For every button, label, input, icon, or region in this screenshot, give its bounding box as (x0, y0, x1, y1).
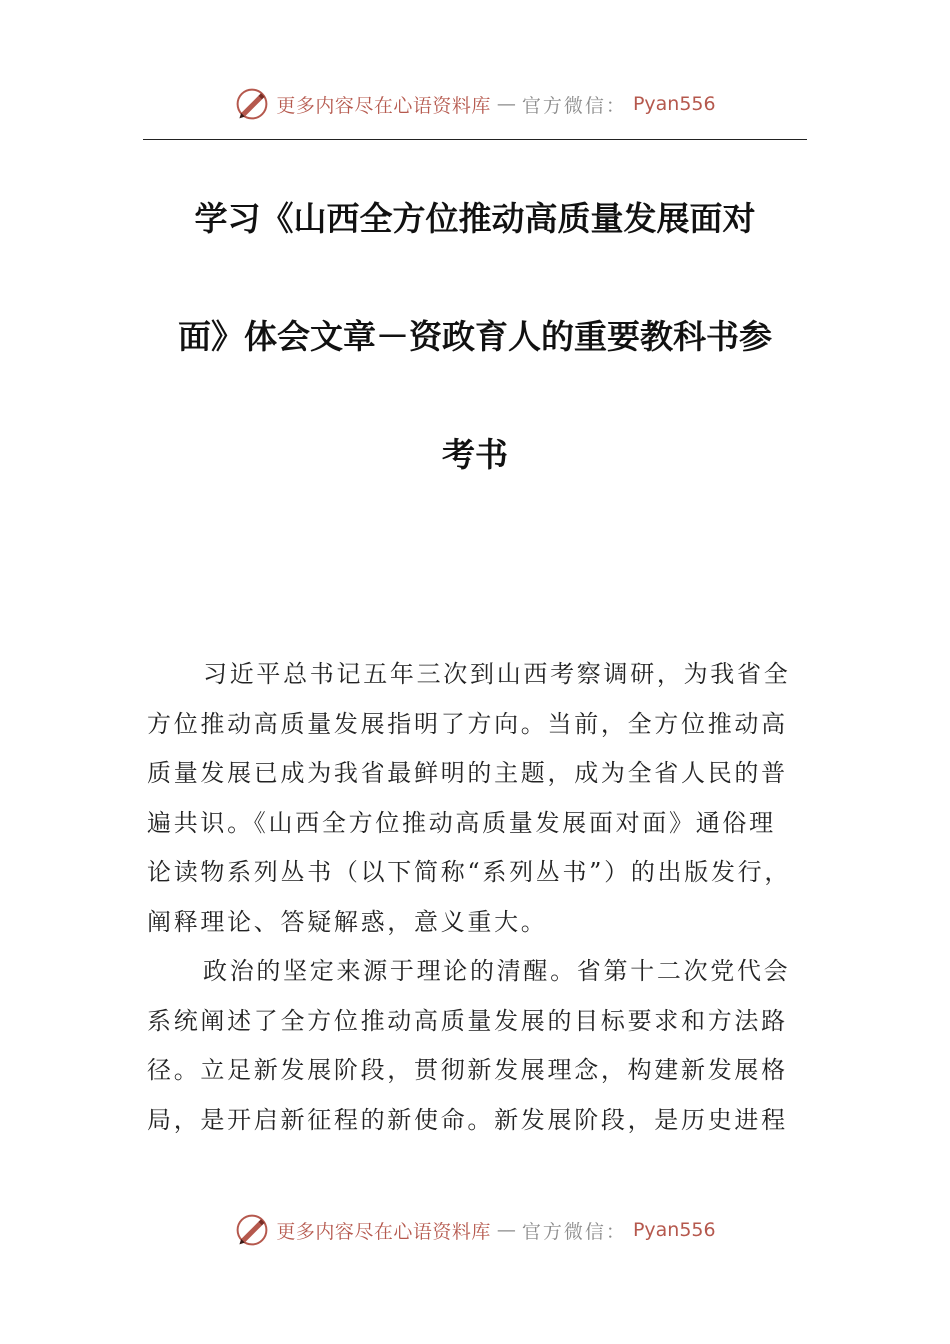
document-body (147, 650, 815, 1145)
header-divider (143, 139, 807, 140)
banner-contact-label: 官方微信： (521, 94, 627, 117)
banner-separator: — (496, 1219, 516, 1241)
body-line: 遍共识。《山西全方位推动高质量发展面对面》通俗理 (147, 808, 776, 837)
body-line: 阐释理论、答疑解惑，意义重大。 (147, 907, 548, 936)
banner-contact-label: 官方微信： (521, 1220, 627, 1243)
title-line-1: 学习《山西全方位推动高质量发展面对 (194, 199, 756, 238)
banner-separator: — (496, 93, 516, 115)
banner-contact-id: Pyan556 (632, 93, 716, 115)
body-line: 论读物系列丛书（以下简称“系列丛书”）的出版发行， (147, 858, 792, 886)
body-line: 方位推动高质量发展指明了方向。当前，全方位推动高 (147, 709, 788, 738)
document-title (143, 160, 807, 514)
header-banner (0, 82, 950, 126)
pen-logo-icon (234, 86, 270, 122)
body-line: 局，是开启新征程的新使命。新发展阶段，是历史进程 (147, 1105, 788, 1134)
body-line: 政治的坚定来源于理论的清醒。省第十二次党代会 (203, 957, 791, 985)
footer-banner (0, 1208, 950, 1252)
pen-logo-icon (234, 1212, 270, 1248)
body-line: 习近平总书记五年三次到山西考察调研，为我省全 (203, 660, 791, 688)
title-line-3: 考书 (442, 435, 508, 474)
body-line: 质量发展已成为我省最鲜明的主题，成为全省人民的普 (147, 759, 788, 787)
body-line: 径。立足新发展阶段，贯彻新发展理念，构建新发展格 (147, 1056, 788, 1084)
banner-contact-id: Pyan556 (632, 1219, 716, 1241)
body-line: 系统阐述了全方位推动高质量发展的目标要求和方法路 (147, 1006, 788, 1035)
title-line-2: 面》体会文章－资政育人的重要教科书参 (178, 317, 772, 356)
banner-brand-text: 更多内容尽在心语资料库 (276, 94, 491, 117)
banner-brand-text: 更多内容尽在心语资料库 (276, 1220, 491, 1243)
